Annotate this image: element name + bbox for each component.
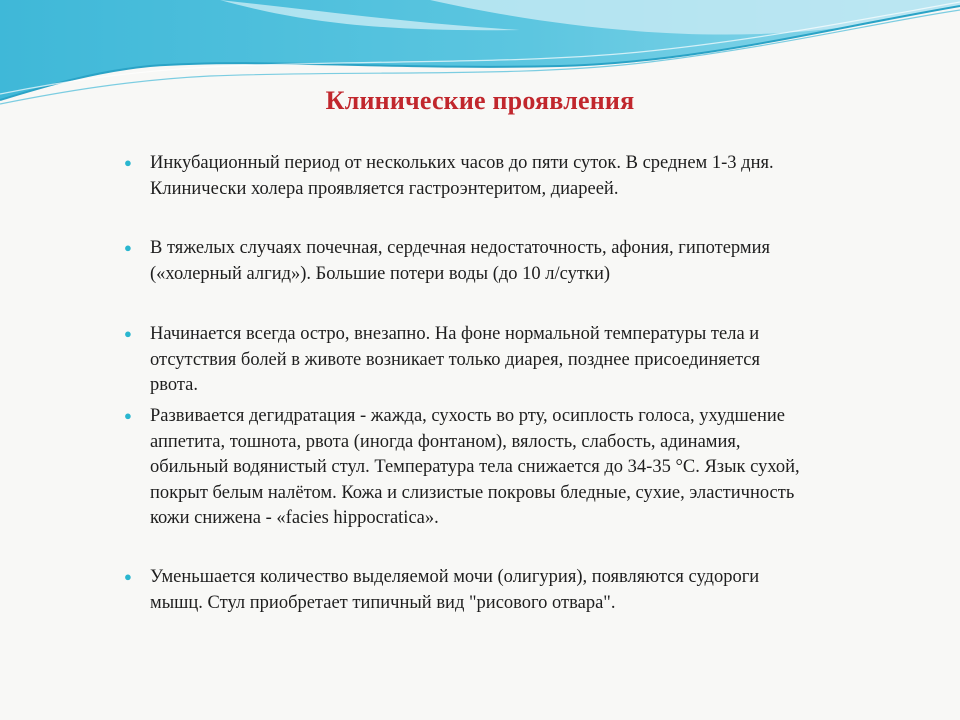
bullet-line: Клинически холера проявляется гастроэнтеритом, диареей. xyxy=(150,178,619,199)
bullet-line: отсутствия болей в животе возникает только диарея, позднее присоединяется xyxy=(150,349,761,370)
bullet-line: Уменьшается количество выделяемой мочи (олигурия), появляются судороги xyxy=(150,567,760,587)
bullet-text xyxy=(150,236,902,287)
bullet-text xyxy=(150,404,902,532)
bullet-line: В тяжелых случаях почечная, сердечная недостаточность, афония, гипотермия xyxy=(150,238,771,258)
bullet-dot-icon: ● xyxy=(124,155,132,170)
bullet-line: аппетита, тошнота, рвота (иногда фонтаном), вялость, слабость, адинамия, xyxy=(150,431,741,452)
bullet-line: («холерный алгид»). Большие потери воды (до 10 л/сутки) xyxy=(150,263,611,284)
bullet-line: покрыт белым налётом. Кожа и слизистые покровы бледные, сухие, эластичность xyxy=(150,482,795,503)
bullet-line: рвота. xyxy=(150,375,199,395)
bullet-text xyxy=(150,322,902,399)
bullet-line: кожи снижена - «facies hippocratica». xyxy=(150,508,439,528)
bullet-dot-icon: ● xyxy=(124,240,132,255)
bullet-line: обильный водянистый стул. Температура тела снижается до 34-35 °С. Язык сухой, xyxy=(150,457,800,477)
bullet-line: Развивается дегидратация - жажда, сухость во рту, осиплость голоса, ухудшение xyxy=(150,406,785,426)
bullet-line: Начинается всегда остро, внезапно. На фоне нормальной температуры тела и xyxy=(150,324,760,344)
bullet-dot-icon: ● xyxy=(124,326,132,341)
slide-title: Клинические проявления xyxy=(325,86,635,115)
bullet-text xyxy=(150,151,902,202)
bullet-dot-icon: ● xyxy=(124,569,132,584)
bullet-dot-icon: ● xyxy=(124,408,132,423)
bullet-line: мышц. Стул приобретает типичный вид "рисового отвара". xyxy=(150,592,616,613)
bullet-text xyxy=(150,565,902,616)
bullet-line: Инкубационный период от нескольких часов до пяти суток. В среднем 1-3 дня. xyxy=(150,153,774,173)
